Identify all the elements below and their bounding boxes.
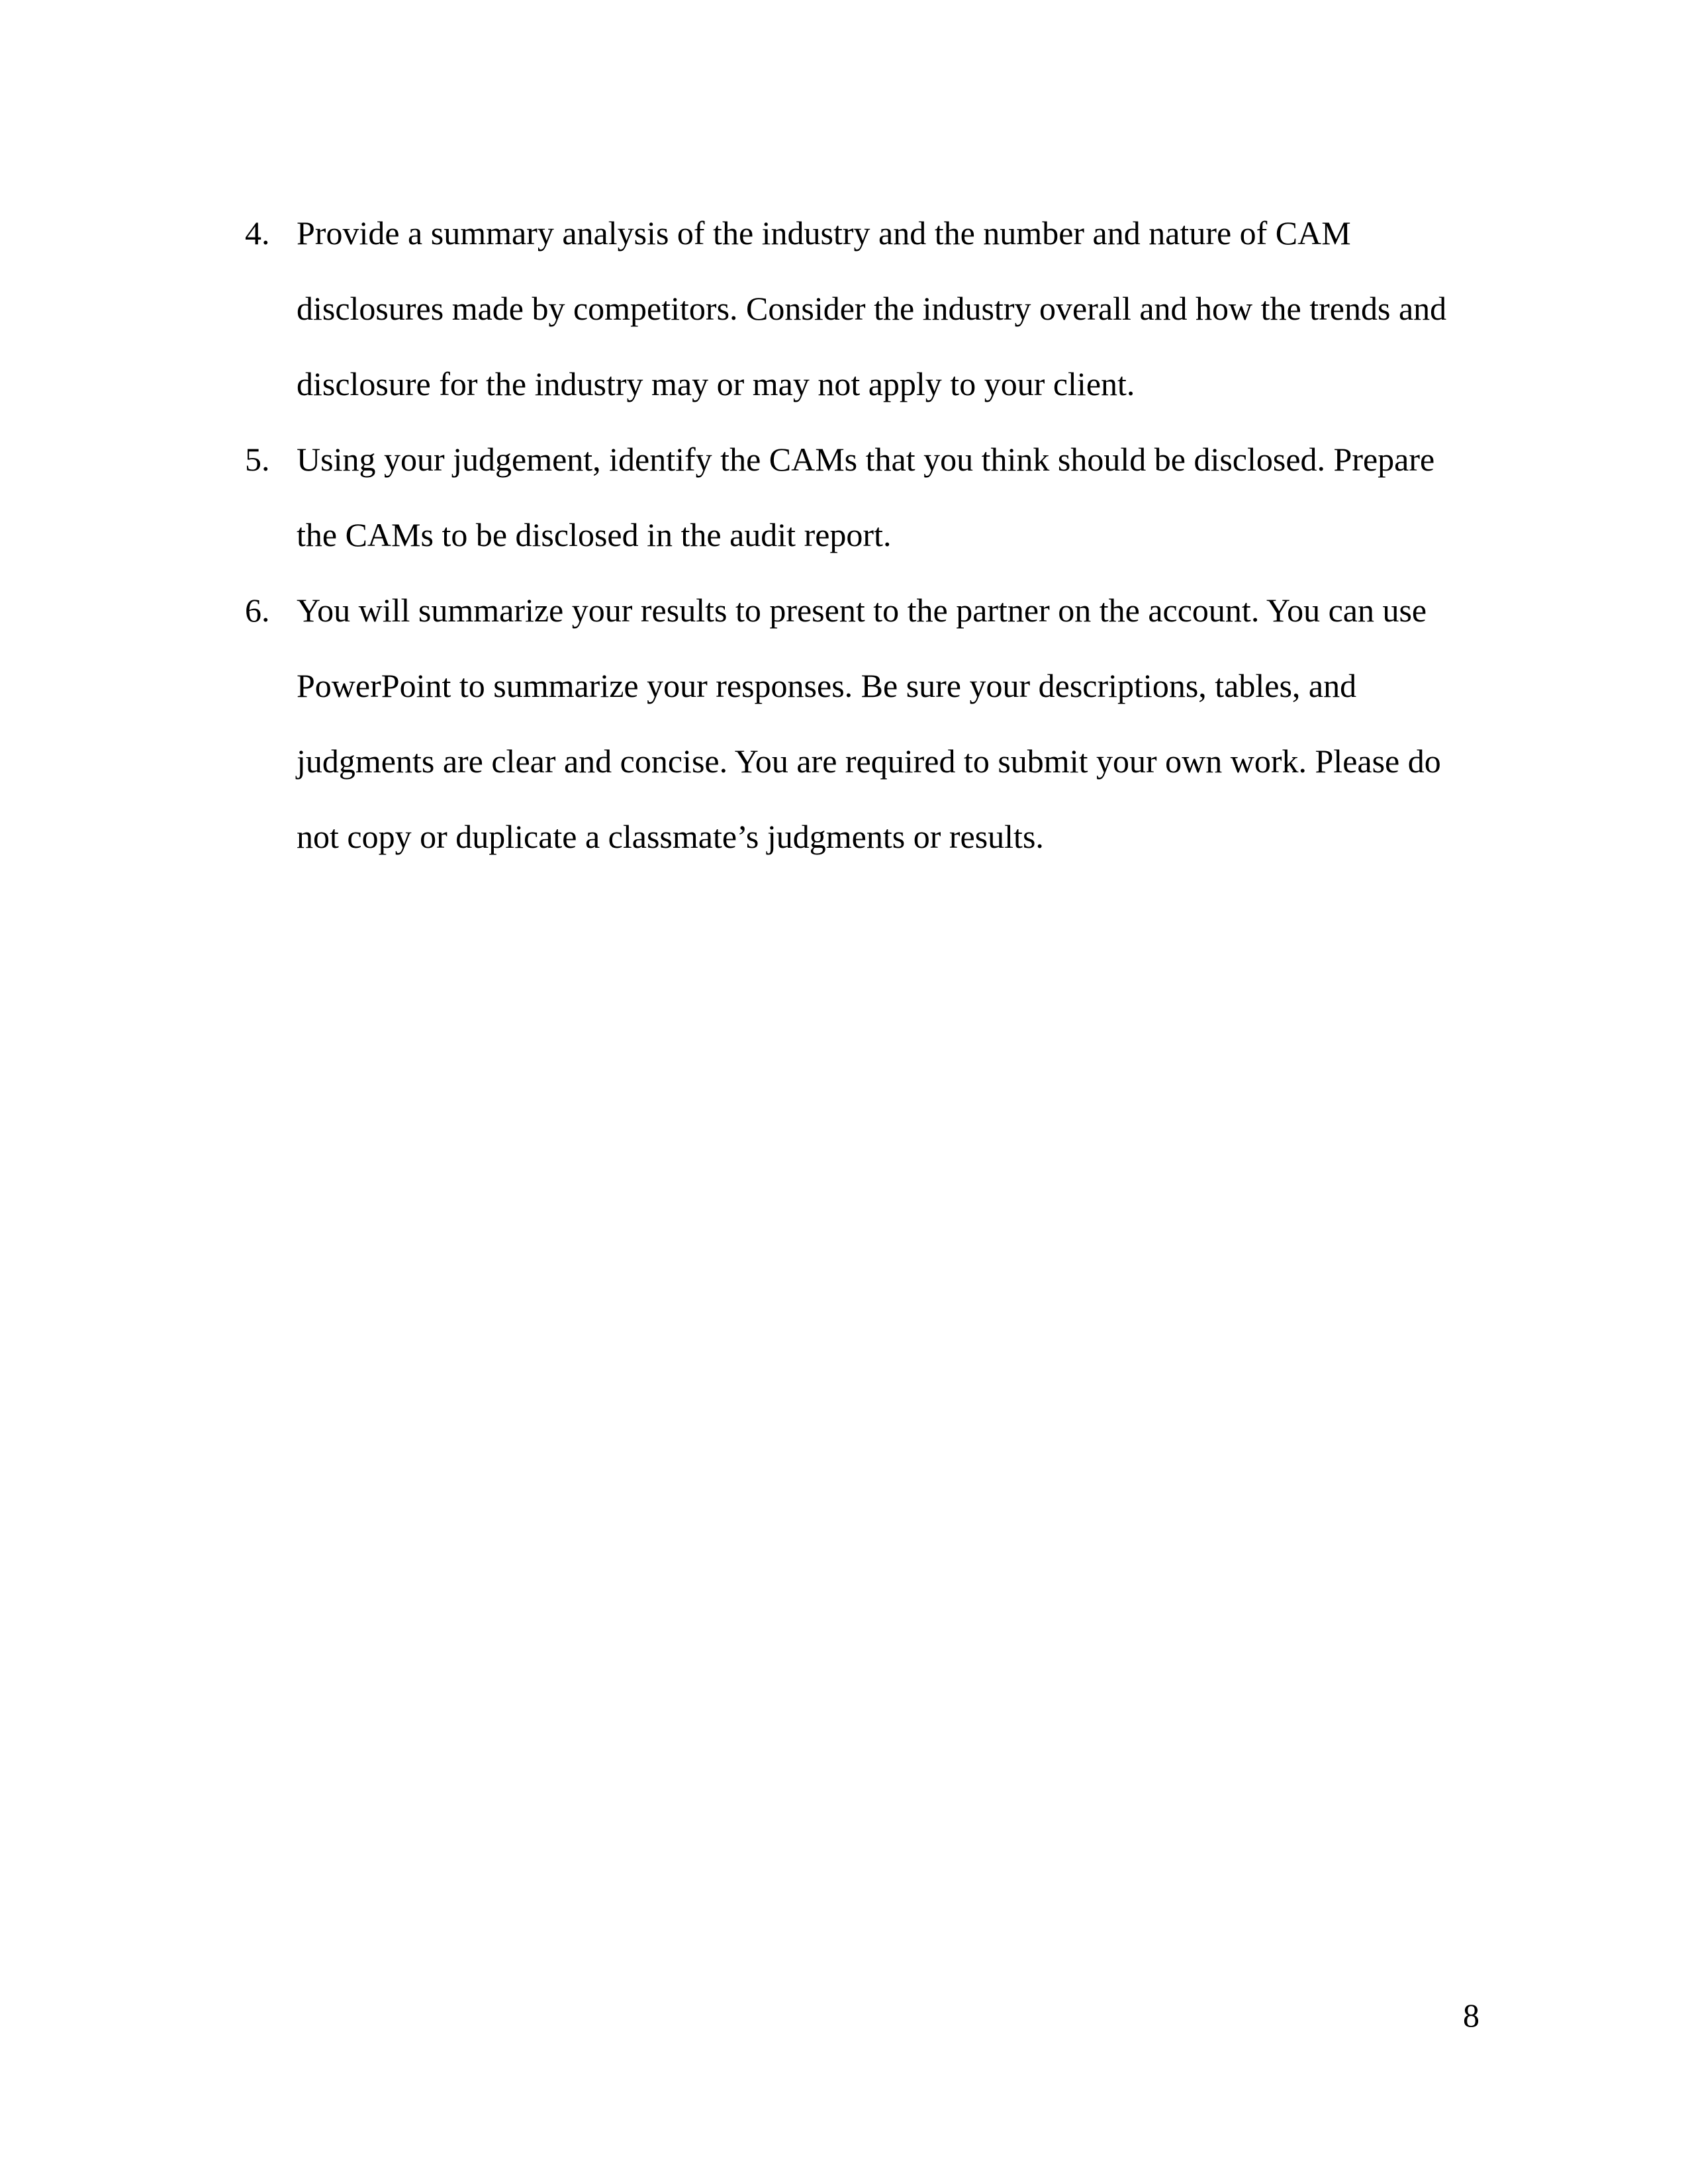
list-item bbox=[245, 572, 1476, 874]
list-item bbox=[245, 422, 1476, 572]
instruction-list bbox=[245, 195, 1476, 874]
page-number: 8 bbox=[1463, 1997, 1479, 2034]
list-item-number: 4. bbox=[245, 214, 270, 251]
list-item-text: Using your judgement, identify the CAMs that you think should be disclosed. Prepare the CAMs to be disclosed in the audit report. bbox=[297, 441, 1435, 553]
list-item-number: 5. bbox=[245, 441, 270, 478]
list-item-text: Provide a summary analysis of the industry and the number and nature of CAM disclosures made by competitors. Consider the industry overall and how the trends and disclosure for the industry may or may not apply to your client. bbox=[297, 214, 1447, 402]
list-item-text: You will summarize your results to present to the partner on the account. You can use PowerPoint to summarize your responses. Be sure your descriptions, tables, and judgments are clear and concise. You are required to submit your own work. Please do not copy or duplicate a classmate’s judgments or results. bbox=[297, 592, 1441, 855]
list-item bbox=[245, 195, 1476, 422]
list-item-number: 6. bbox=[245, 592, 270, 629]
